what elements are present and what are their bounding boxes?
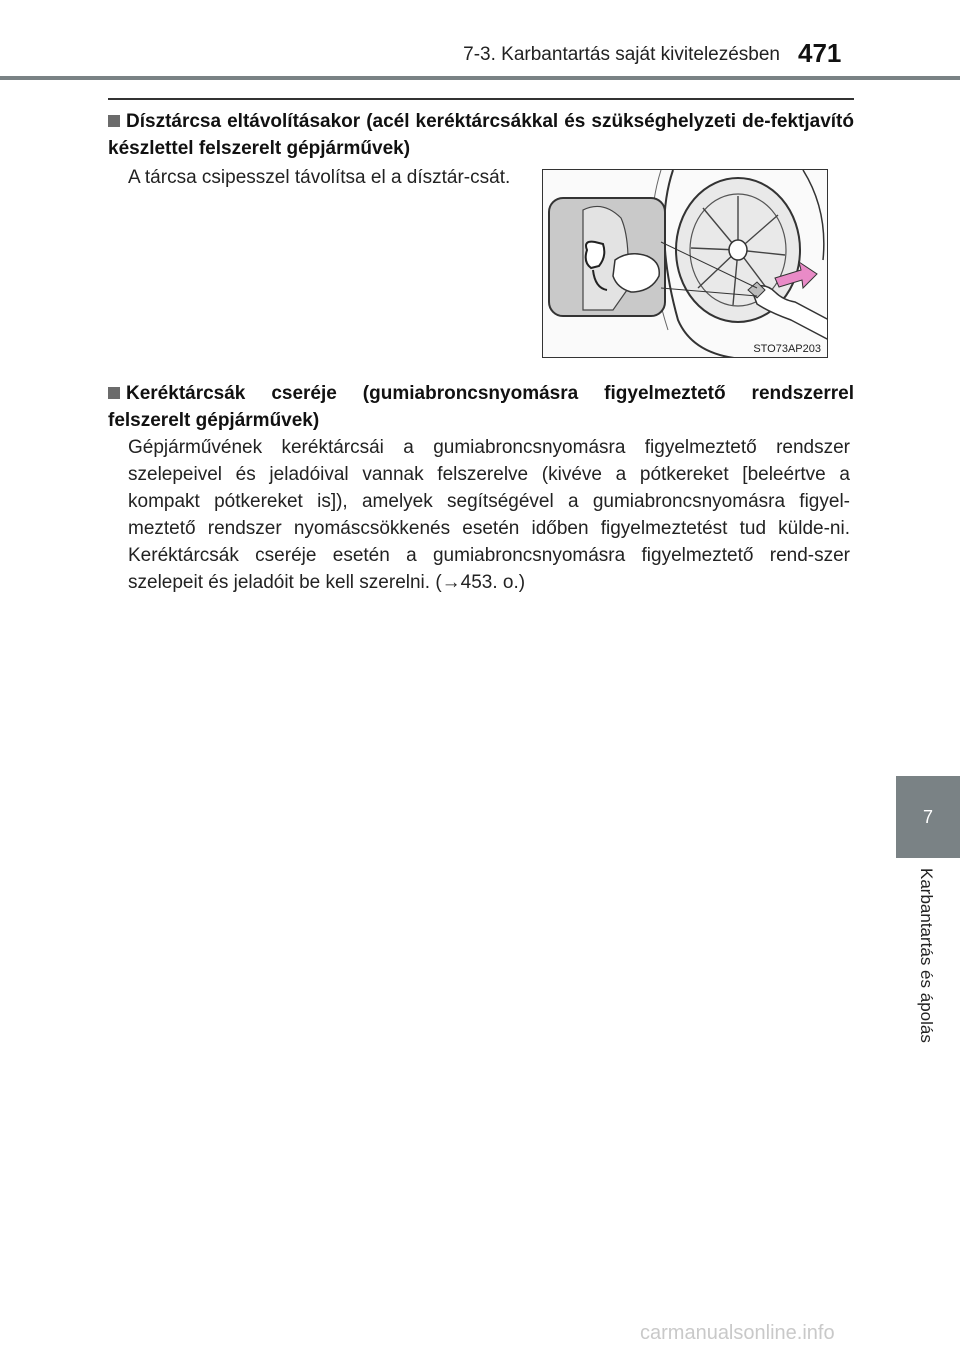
watermark: carmanualsonline.info xyxy=(640,1322,835,1344)
chapter-tab-label-text: Karbantartás és ápolás xyxy=(917,868,936,1043)
section-heading-wheel-replacement xyxy=(108,380,854,434)
section-heading-hubcap xyxy=(108,108,854,162)
page-number: 471 xyxy=(798,38,842,68)
section-divider xyxy=(108,98,854,100)
section-body-wheel-replacement: Gépjárművének keréktárcsái a gumiabroncsnyomásra figyelmeztető rendszer szelepeivel és jeladóival vannak felszerelve (kivéve a pótkereket [beleértve a kompakt pótkereket is]), amelyek segítségével a gumiabroncsnyomásra figyel-meztető rendszer nyomáscsökkenés esetén időben figyelmeztetést tud külde-ni. Keréktárcsák cseréje esetén a gumiabroncsnyomásra figyelmeztető rend-szer szelepeit és jeladóit be kell szerelni. (→453. o.) xyxy=(128,437,850,593)
chapter-tab-number: 7 xyxy=(896,776,960,858)
section-body-hubcap: A tárcsa csipesszel távolítsa el a dísztár-csát. xyxy=(128,167,511,188)
section-heading-text: Dísztárcsa eltávolításakor (acél keréktárcsákkal és szükséghelyzeti de-fektjavító készlettel felszerelt gépjárművek) xyxy=(108,111,854,159)
wheel-illustration-svg xyxy=(543,170,828,358)
hubcap-removal-illustration xyxy=(542,169,828,358)
header-rule xyxy=(0,76,960,80)
square-bullet-icon xyxy=(108,387,120,399)
section-heading-text: Keréktárcsák cseréje (gumiabroncsnyomásra figyelmeztető rendszerrel felszerelt gépjárművek) xyxy=(108,383,854,431)
square-bullet-icon xyxy=(108,115,120,127)
page-header-title: 7-3. Karbantartás saját kivitelezésben xyxy=(463,44,780,65)
figure-code: STO73AP203 xyxy=(753,343,821,355)
chapter-tab-label xyxy=(896,858,960,1080)
